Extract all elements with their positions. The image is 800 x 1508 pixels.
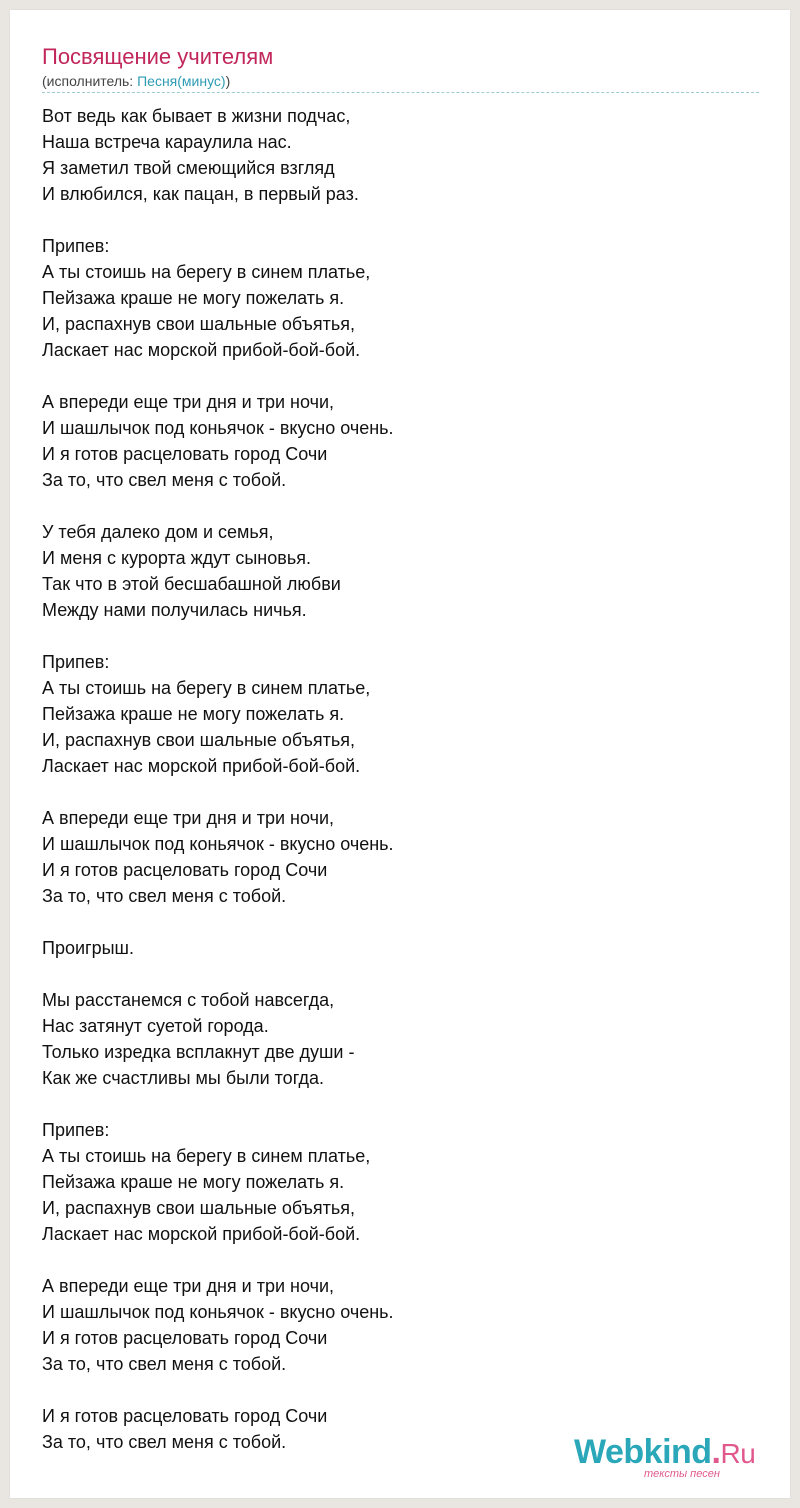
lyrics-text: Вот ведь как бывает в жизни подчас, Наша встреча караулила нас. Я заметил твой смеющийся взгляд И влюбился, как пацан, в первый раз. Припев: А ты стоишь на берегу в синем платье, Пейзажа краше не могу пожелать я. И, распахнув свои шальные объятья, Ласкает нас морской прибой-бой-бой. А впереди еще три дня и три ночи, И шашлычок под коньячок - вкусно очень. И я готов расцеловать город Сочи За то, что свел меня с тобой. У тебя далеко дом и семья, И меня с курорта ждут сыновья. Так что в этой бесшабашной любви Между нами получилась ничья. Припев: А ты стоишь на берегу в синем платье, Пейзажа краше не могу пожелать я. И, распахнув свои шальные объятья, Ласкает нас морской прибой-бой-бой. А впереди еще три дня и три ночи, И шашлычок под коньячок - вкусно очень. И я готов расцеловать город Сочи За то, что свел меня с тобой. Проигрыш. Мы расстанемся с тобой навсегда, Нас затянут суетой города. Только изредка всплакнут две души - Как же счастливы мы были тогда. Припев: А ты стоишь на берегу в синем платье, Пейзажа краше не могу пожелать я. И, распахнув свои шальные объятья, Ласкает нас морской прибой-бой-бой. А впереди еще три дня и три ночи, И шашлычок под коньячок - вкусно очень. И я готов расцеловать город Сочи За то, что свел меня с тобой. И я готов расцеловать город Сочи За то, что свел меня с тобой. (42, 106, 394, 1452)
logo-dot: . (711, 1433, 721, 1471)
title-divider (42, 92, 759, 93)
performer-suffix: ) (225, 73, 231, 89)
performer-link[interactable]: Песня(минус) (137, 73, 226, 89)
performer-prefix: (исполнитель: (42, 73, 138, 89)
logo-tld: Ru (720, 1438, 756, 1469)
performer-line (42, 72, 230, 90)
song-title: Посвящение учителям (42, 44, 274, 69)
logo-name: Webkind (574, 1433, 712, 1471)
lyrics-card (10, 10, 790, 1498)
site-logo[interactable] (574, 1432, 774, 1482)
logo-tagline: тексты песен (644, 1468, 720, 1480)
